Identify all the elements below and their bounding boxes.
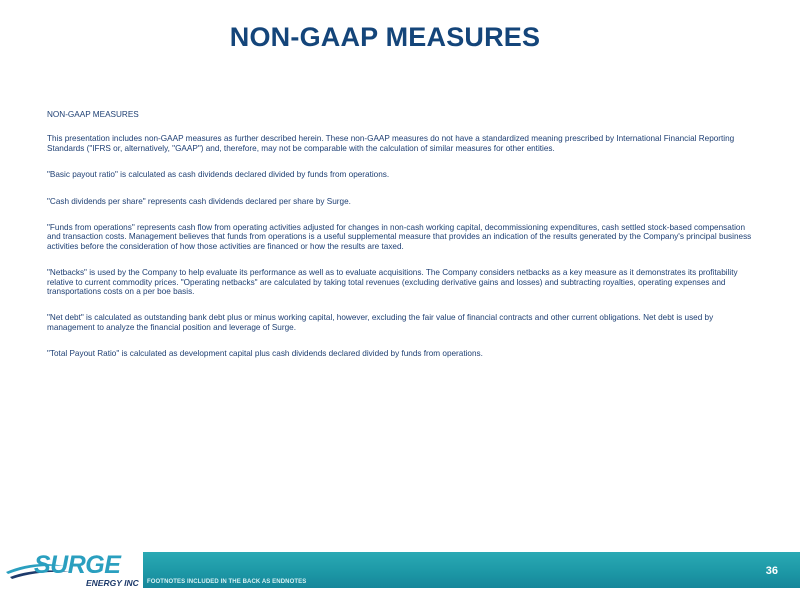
- paragraph-intro: This presentation includes non-GAAP measures as further described herein. These non-GAAP measures do not have a standardized meaning prescribed by International Financial Reporting Standards ("IFRS or, alternatively, "GAAP") and, therefore, may not be comparable with the calculation of similar measures for other entities.: [47, 134, 735, 153]
- footer-bar: [143, 552, 800, 588]
- company-logo: [4, 548, 138, 592]
- logo-wordmark: SURGE: [34, 551, 121, 579]
- body-content: [47, 110, 759, 376]
- page-number: 36: [765, 565, 778, 577]
- paragraph-cash-dividends-per-share: "Cash dividends per share" represents cash dividends declared per share by Surge.: [47, 196, 351, 206]
- paragraph-net-debt: "Net debt" is calculated as outstanding bank debt plus or minus working capital, however, excluding the fair value of financial contracts and other current obligations. Net debt is used by management to analyze the financial position and leverage of Surge.: [47, 313, 714, 332]
- paragraph-total-payout-ratio: "Total Payout Ratio" is calculated as development capital plus cash dividends declared divided by funds from operations.: [47, 349, 483, 359]
- body-heading: NON-GAAP MEASURES: [47, 110, 139, 119]
- page-title: NON-GAAP MEASURES: [229, 22, 541, 52]
- paragraph-basic-payout-ratio: "Basic payout ratio" is calculated as cash dividends declared divided by funds from operations.: [47, 170, 390, 180]
- paragraph-netbacks: "Netbacks" is used by the Company to help evaluate its performance as well as to evaluate acquisitions. The Company considers netbacks as a key measure as it demonstrates its profitability relative to current commodity prices. "Operating netbacks" are calculated by taking total revenues (excluding derivative gains and losses) and subtracting royalties, operating expenses and transportations costs on a per boe basis.: [47, 268, 738, 297]
- paragraph-funds-from-operations: "Funds from operations" represents cash flow from operating activities adjusted for changes in non-cash working capital, decommissioning expenditures, cash settled stock-based compensation and transaction costs. Management believes that funds from operations is a useful supplemental measure that provides an indication of the results generated by the Company's principal business activities before the consideration of how those activities are financed or how the results are taxed.: [47, 223, 752, 251]
- footer-note: FOOTNOTES INCLUDED IN THE BACK AS ENDNOTES: [147, 579, 307, 585]
- logo-subtitle: ENERGY INC: [86, 578, 139, 588]
